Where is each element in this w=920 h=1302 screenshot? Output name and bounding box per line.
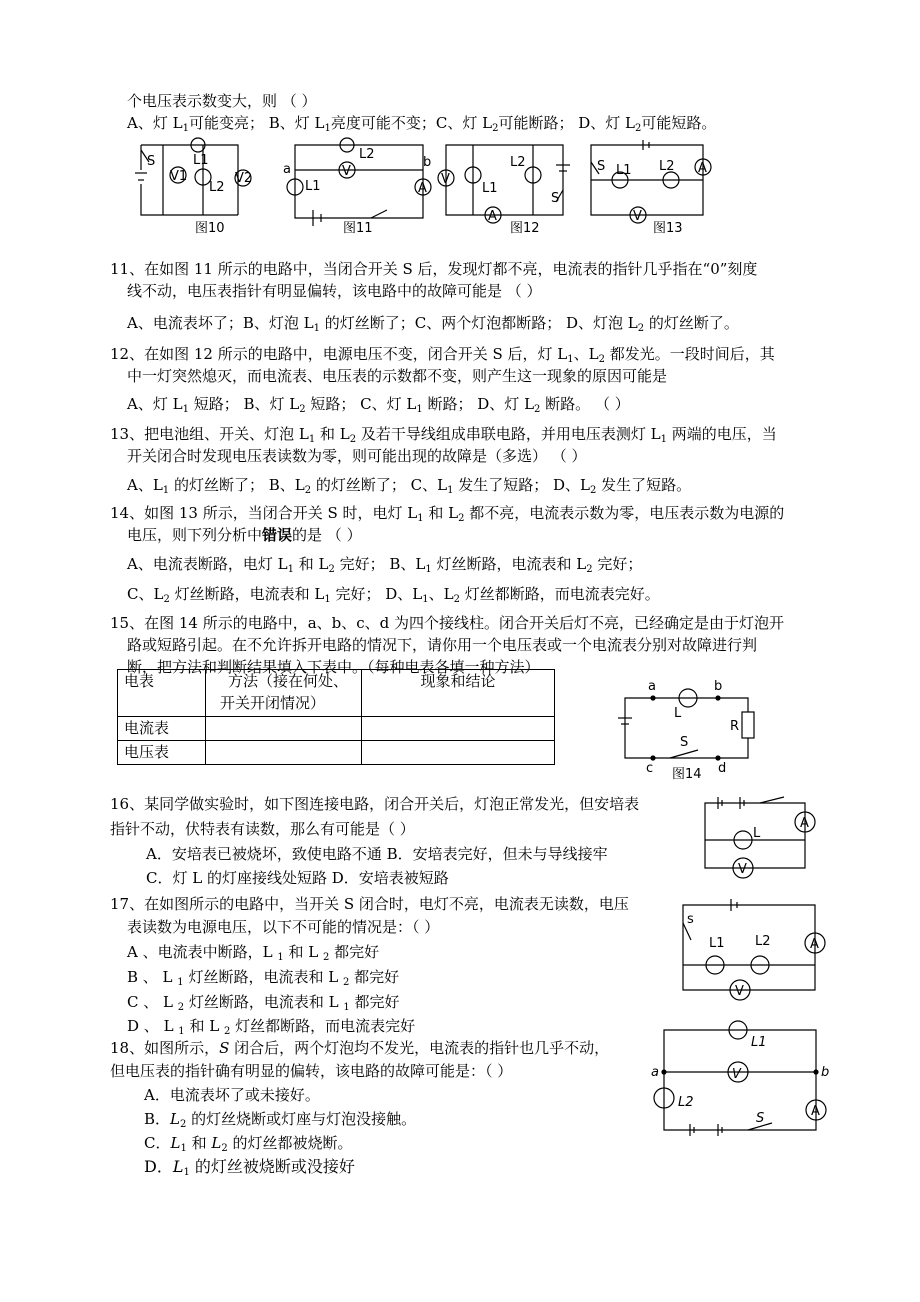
fig18-v: V [732,1067,741,1082]
fig12-l1: L1 [482,181,498,196]
fig13-l2: L2 [659,159,675,174]
q12-line2: 中一灯突然熄灭，而电流表、电压表的示数都不变，则产生这一现象的原因可能是 [127,367,668,385]
q10-continuation: 个电压表示数变大，则 （ ） [127,92,317,110]
fig12-s: S [551,191,560,206]
fig18-b: b [821,1065,830,1080]
fig13-caption: 图13 [653,221,683,236]
ammeter-method-cell[interactable] [206,717,362,741]
fig14-c: c [646,761,654,776]
fig12-caption: 图12 [510,221,540,236]
th-meter: 电表 [118,670,206,717]
fig11-b: b [423,155,432,170]
row-ammeter: 电流表 [118,717,206,741]
fig12-l2: L2 [510,155,526,170]
th-method-line2: 开关开闭情况） [220,694,326,712]
q15-answer-table [117,669,555,765]
q11-options: A、电流表坏了；B、灯泡 $L_1$ 的灯丝断了；C、两个灯泡都断路； D、灯泡 $L_2$ 的灯丝断了。 [127,314,739,334]
fig14-r: R [730,719,740,734]
q15-line3: 断，把方法和判断结果填入下表中。（每种电表各填一种方法） [127,658,540,676]
fig10-s: S [147,154,156,169]
fig17-l2: L2 [755,934,771,949]
q17-option-b: B 、 L $_1$ 灯丝断路，电流表和 L $_2$ 都完好 [127,968,400,988]
q17-line1: 17、在如图所示的电路中，当开关 S 闭合时，电灯不亮，电流表无读数，电压 [110,895,629,913]
fig18-l2: L2 [678,1095,694,1110]
fig11-l2: L2 [359,147,375,162]
th-method-line1: 方法（接在何处、 [228,672,349,690]
fig18-l1: L1 [751,1035,767,1050]
fig14-l: L [674,706,682,721]
voltmeter-method-cell[interactable] [206,741,362,765]
q11-line2: 线不动，电压表指针有明显偏转，该电路中的故障可能是 （ ） [127,282,542,300]
fig16-a: A [800,816,809,831]
q17-option-a: A 、电流表中断路，L $_1$ 和 L $_2$ 都完好 [127,943,380,963]
th-result: 现象和结论 [362,670,555,717]
fig10-v2: V2 [235,171,253,186]
q11-line1: 11、在如图 11 所示的电路中，当闭合开关 S 后，发现灯都不亮，电流表的指针几乎指在“0”刻度 [110,260,758,278]
q17-option-d: D 、 L $_1$ 和 L $_2$ 灯丝都断路，而电流表完好 [127,1017,416,1037]
fig14-caption: 图14 [672,767,702,782]
figure-14 [610,680,760,780]
figure-10 [133,140,273,235]
row-voltmeter: 电压表 [118,741,206,765]
figure-13 [583,140,718,235]
q14-option-1: A、电流表断路，电灯 $L_1$ 和 $L_2$ 完好； B、$L_1$ 灯丝断路，电流表和 $L_2$ 完好； [127,555,643,575]
ammeter-result-cell[interactable] [362,717,555,741]
q17-line2: 表读数为电源电压，以下不可能的情况是：（ ） [127,918,440,936]
q14-line1: 14、如图 13 所示，当闭合开关 S 时，电灯 $L_1$ 和 $L_2$ 都不亮，电流表示数为零，电压表示数为电源的 [110,504,785,524]
q13-line2: 开关闭合时发现电压表读数为零，则可能出现的故障是（多选） （ ） [127,447,587,465]
fig14-s: S [680,735,689,750]
q14-line2: 电压，则下列分析中错误的是 （ ） [127,526,362,544]
q16-option-2: C．灯 L 的灯座接线处短路 D．安培表被短路 [146,869,449,887]
fig18-a: a [651,1065,659,1080]
q17-option-c: C 、 L $_2$ 灯丝断路，电流表和 L $_1$ 都完好 [127,993,400,1013]
fig10-l1: L1 [193,153,209,168]
fig11-l1: L1 [305,179,321,194]
q18-option-c: C．$L_1$ 和 $L_2$ 的灯丝都被烧断。 [144,1134,353,1154]
fig10-v1: V1 [170,169,188,184]
q13-line1: 13、把电池组、开关、灯泡 $L_1$ 和 $L_2$ 及若干导线组成串联电路，并用电压表测灯 $L_1$ 两端的电压，当 [110,425,777,445]
figure-18 [648,1020,833,1140]
q16-line2: 指针不动，伏特表有读数，那么有可能是（ ） [110,820,415,838]
q15-line1: 15、在图 14 所示的电路中，a、b、c、d 为四个接线柱。闭合开关后灯不亮，已经确定是由于灯泡开 [110,614,785,632]
fig12-v: V [441,172,450,187]
q12-options: A、灯 $L_1$ 短路； B、灯 $L_2$ 短路； C、灯 $L_1$ 断路； D、灯 $L_2$ 断路。 （ ） [127,395,630,415]
fig11-caption: 图11 [343,221,373,236]
figure-16 [700,795,825,880]
fig18-s: S [756,1111,765,1126]
q18-option-d: D．$L_1$ 的灯丝被烧断或没接好 [144,1157,355,1178]
figure-11 [283,140,433,235]
fig14-d: d [718,761,727,776]
q18-option-b: B．$L_2$ 的灯丝烧断或灯座与灯泡没接触。 [144,1110,417,1130]
q18-line1: 18、如图所示，S 闭合后，两个灯泡均不发光，电流表的指针也几乎不动， [110,1039,610,1057]
q18-line2: 但电压表的指针确有明显的偏转，该电路的故障可能是：（ ） [110,1062,513,1080]
fig11-v: V [342,164,351,179]
fig13-s: S [597,159,606,174]
fig17-s: s [687,912,694,927]
figure-12 [438,140,573,235]
q15-line2: 路或短路引起。在不允许拆开电路的情况下，请你用一个电压表或一个电流表分别对故障进行判 [127,636,758,654]
q18-option-a: A．电流表坏了或未接好。 [144,1086,320,1104]
th-method [206,670,362,717]
fig17-v: V [735,984,744,999]
fig11-a: a [283,162,291,177]
fig16-l: L [753,826,761,841]
fig13-l1: L1 [616,163,632,178]
fig10-l2: L2 [209,180,225,195]
q16-option-1: A．安培表已被烧坏，致使电路不通 B．安培表完好，但未与导线接牢 [146,845,608,863]
fig14-a: a [648,679,656,694]
fig17-l1: L1 [709,936,725,951]
q10-options: A、灯 $L_1$可能变亮； B、灯 $L_1$亮度可能不变；C、灯 $L_2$可能断路； D、灯 $L_2$可能短路。 [127,114,717,134]
fig17-a: A [810,937,819,952]
q16-line1: 16、某同学做实验时，如下图连接电路，闭合开关后，灯泡正常发光，但安培表 [110,795,640,813]
figure-17 [675,895,825,1000]
q13-options: A、$L_1$ 的灯丝断了； B、$L_2$ 的灯丝断了； C、$L_1$ 发生了短路； D、$L_2$ 发生了短路。 [127,476,692,496]
fig11-a-meter: A [418,181,427,196]
voltmeter-result-cell[interactable] [362,741,555,765]
q12-line1: 12、在如图 12 所示的电路中，电源电压不变，闭合开关 S 后，灯 $L_1$、$L_2$ 都发光。一段时间后，其 [110,345,775,365]
fig12-a: A [488,209,497,224]
fig10-caption: 图10 [195,221,225,236]
fig16-v: V [738,862,747,877]
fig18-a-meter: A [811,1104,820,1119]
fig14-b: b [714,679,723,694]
q14-option-2: C、$L_2$ 灯丝断路，电流表和 $L_1$ 完好； D、$L_1$、$L_2$ 灯丝都断路，而电流表完好。 [127,585,660,605]
fig13-v: V [633,209,642,224]
fig13-a: A [698,161,707,176]
